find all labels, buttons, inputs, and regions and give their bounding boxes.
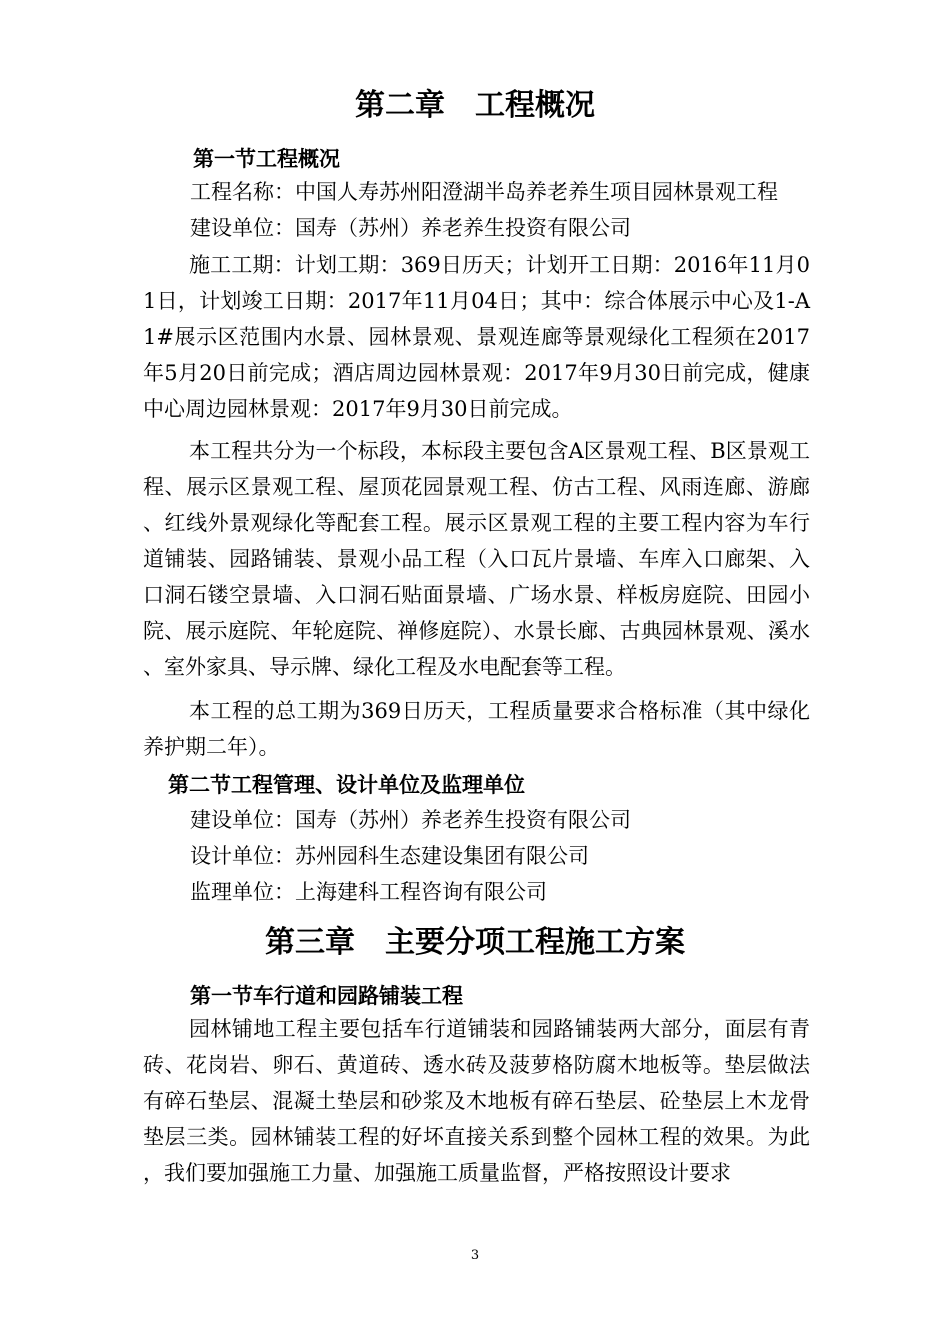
project-name-line: 工程名称：中国人寿苏州阳澄湖半岛养老养生项目园林景观工程 <box>190 180 778 204</box>
scope-paragraph: 本工程共分为一个标段，本标段主要包含A区景观工程、B区景观工程、展示区景观工程、屋顶花园景观工程、仿古工程、风雨连廊、游廊、红线外景观绿化等配套工程。展示区景观工程的主要工程内容为车行道铺装、园路铺装、景观小品工程（入口瓦片景墙、车库入口廊架、入口洞石镂空景墙、入口洞石贴面景墙、广场水景、样板房庭院、田园小院、展示庭院、年轮庭院、禅修庭院）、水景长廊、古典园林景观、溪水、室外家具、导示牌、绿化工程及水电配套等工程。 <box>143 439 810 679</box>
schedule-paragraph: 施工工期：计划工期：369日历天；计划开工日期：2016年11月01日，计划竣工日期：2017年11月04日；其中：综合体展示中心及1-A1#展示区范围内水景、园林景观、景观连廊等景观绿化工程须在2017年5月20日前完成；酒店周边园林景观：2017年9月30日前完成，健康中心周边园林景观：2017年9月30日前完成。 <box>143 253 810 421</box>
designer-line: 设计单位：苏州园科生态建设集团有限公司 <box>190 844 589 868</box>
client-line: 建设单位：国寿（苏州）养老养生投资有限公司 <box>190 216 631 240</box>
chapter-3-title: 第三章 主要分项工程施工方案 <box>265 925 685 960</box>
page-number: 3 <box>470 1248 480 1263</box>
supervisor-line: 监理单位：上海建科工程咨询有限公司 <box>190 880 547 904</box>
client-line-2: 建设单位：国寿（苏州）养老养生投资有限公司 <box>190 808 631 832</box>
section-1-heading: 第一节工程概况 <box>193 146 340 171</box>
chapter-2-title: 第二章 工程概况 <box>355 88 595 123</box>
section-2-heading: 第二节工程管理、设计单位及监理单位 <box>168 772 525 797</box>
paving-paragraph: 园林铺地工程主要包括车行道铺装和园路铺装两大部分，面层有青砖、花岗岩、卵石、黄道砖、透水砖及菠萝格防腐木地板等。垫层做法有碎石垫层、混凝土垫层和砂浆及木地板有碎石垫层、砼垫层上木龙骨垫层三类。园林铺装工程的好坏直接关系到整个园林工程的效果。为此，我们要加强施工力量、加强施工质量监督，严格按照设计要求 <box>143 1017 810 1185</box>
duration-paragraph: 本工程的总工期为369日历天，工程质量要求合格标准（其中绿化养护期二年）。 <box>143 699 810 759</box>
chapter-3-section-1-heading: 第一节车行道和园路铺装工程 <box>190 983 463 1008</box>
